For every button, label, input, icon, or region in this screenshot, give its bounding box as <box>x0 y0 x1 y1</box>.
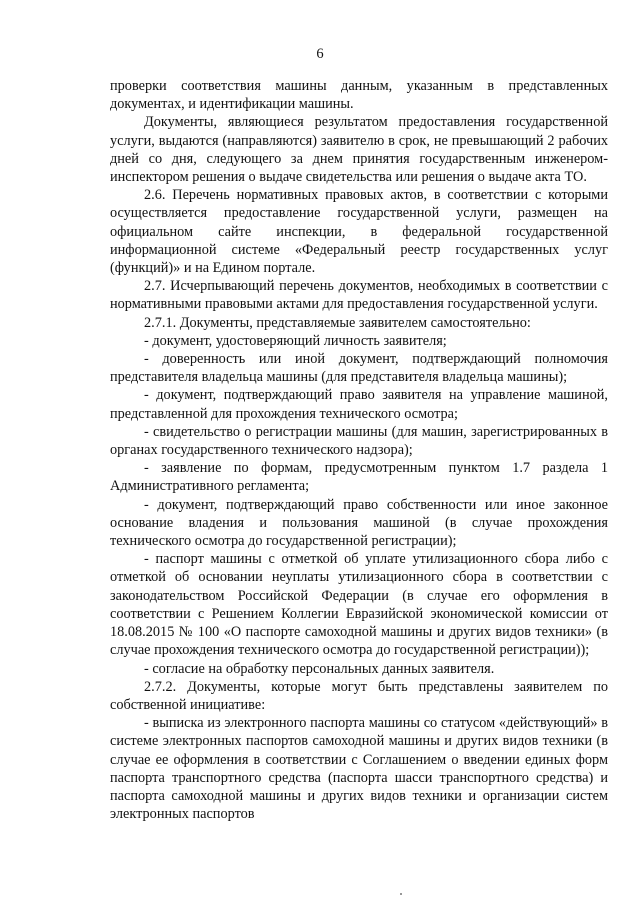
list-item-ownership-document: - документ, подтверждающий право собственности или иное законное основание владения и пользования машиной (в случае прохождения технического осмотра до государственной регистрации); <box>110 496 608 550</box>
paragraph-2-6: 2.6. Перечень нормативных правовых актов, в соответствии с которыми осуществляется предоставление государственной услуги, размещен на официальном сайте инспекции, в федеральной государственной информационной системе «Федеральный реестр государственных услуг (функций)» и на Едином портале. <box>110 187 608 277</box>
list-item-power-of-attorney: - доверенность или иной документ, подтверждающий полномочия представителя владельца машины (для представителя владельца машины); <box>110 351 608 386</box>
page-number: 6 <box>316 46 324 62</box>
list-item-personal-data-consent: - согласие на обработку персональных данных заявителя. <box>144 660 495 677</box>
scan-dot <box>400 893 402 895</box>
list-item-identity-document: - документ, удостоверяющий личность заявителя; <box>144 332 447 349</box>
paragraph-documents-result: Документы, являющиеся результатом предоставления государственной услуги, выдаются (направляются) заявителю в срок, не превышающий 2 рабочих дней со дня, следующего за днем принятия государственным инженером-инспектором решения о выдаче свидетельства или решения о выдаче акта ТО. <box>110 114 608 186</box>
list-item-machine-passport: - паспорт машины с отметкой об уплате утилизационного сбора либо с отметкой об основании неуплаты утилизационного сбора в соответствии с законодательством Российской Федерации (в случае его оформления в соответствии с Решением Коллегии Евразийской экономической комиссии от 18.08.2015 № 100 «О паспорте самоходной машины и других видов техники» (в случае прохождения технического осмотра до государственной регистрации)); <box>110 551 608 659</box>
list-item-electronic-passport-extract: - выписка из электронного паспорта машины со статусом «действующий» в системе электронных паспортов самоходной машины и других видов техники (в случае ее оформления в соответствии с Соглашением о введении единых форм паспорта транспортного средства (паспорта шасси транспортного средства) и паспорта самоходной машины и других видов техники и организации систем электронных паспортов <box>110 715 608 823</box>
paragraph-2-7-2: 2.7.2. Документы, которые могут быть представлены заявителем по собственной инициативе: <box>110 678 608 713</box>
list-item-driving-right-document: - документ, подтверждающий право заявителя на управление машиной, представленной для прохождения технического осмотра; <box>110 387 608 422</box>
paragraph-continuation: проверки соответствия машины данным, указанным в представленных документах, и идентификации машины. <box>110 78 608 113</box>
paragraph-2-7-1: 2.7.1. Документы, представляемые заявителем самостоятельно: <box>144 314 531 331</box>
list-item-application-form: - заявление по формам, предусмотренным пунктом 1.7 раздела 1 Административного регламента; <box>110 460 608 495</box>
document-body <box>110 77 608 823</box>
paragraph-2-7: 2.7. Исчерпывающий перечень документов, необходимых в соответствии с нормативными правовыми актами для предоставления государственной услуги. <box>110 278 608 313</box>
list-item-registration-certificate: - свидетельство о регистрации машины (для машин, зарегистрированных в органах государственного технического надзора); <box>110 423 608 459</box>
